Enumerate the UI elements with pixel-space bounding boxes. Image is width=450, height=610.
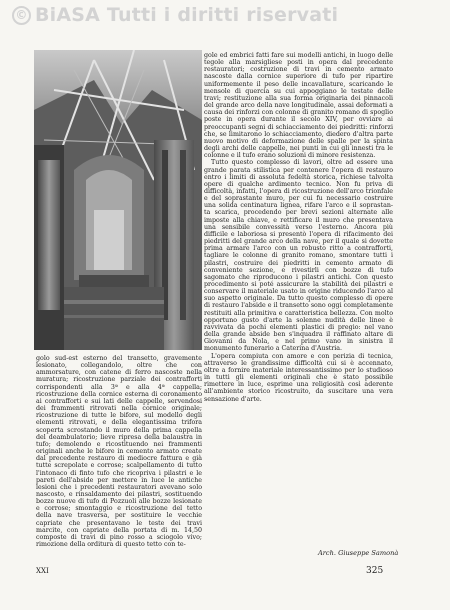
page-number: 325 (366, 566, 384, 576)
right-column-paragraph-3: L'opera compiuta con amore e con perizia di tecnica, attraverso le grandissime difficoltà cui si è accennato, oltre a fornire materiale interessantissimo per lo studioso in tutti gli elementi originali che è stato possibile rimettere in luce, esprime una religiosità così aderente all'ambiente storico ricostruito, da suscitare una vera sensazione d'arte. (204, 352, 393, 403)
left-column-paragraph-1: golo sud-est esterno del transetto, gravemente lesionato, collegandolo, oltre che con ammorsature, con catene di ferro nascoste nella muratura; ricostruzione parziale dei contrafforti corrispondenti alla 3ª e alla 4ª cappella; ricostruzione della cornice esterna di coronamento ai contrafforti e sui lati delle cappelle, servendosi dei frammenti ritrovati nella cornice originale; ricostruzione di tutte le bifore, sul modello degli elementi ritrovati, e della elegantissima trifora scoperta scrostando il muro della prima cappella del deambulatorio; lieve ripresa della balaustra in tufo; demolendo e ricostituendo nei frammenti originali anche le bifore in cemento armato create dal precedente restauro di mediocre fattura e già tutte screpolate e corrose; scalpellamento di tutto l'intonaco di finto tufo che ricopriva i pilastri e le pareti dell'abside per mettere in luce le antiche lesioni che i precedenti restauratori avevano solo nascosto, e rinsaldamento dei pilastri, sostituendo bozze nuove di tufo di Pozzuoli alle bozze lesionate e corrose; smontaggio e ricostruzione del tetto della nave trasversa, per sostituire le vecchie capriate che presentavano le teste dei travi marcite, con capriate della portata di m. 14,50 composte di travi di pino rosso a sciogolo vivo; rimozione della orditura di questo tetto con te- (36, 355, 202, 549)
signature-prefix: Arch. (318, 549, 336, 557)
right-column-paragraph-1: gole ed embrici fatti fare sui modelli antichi, in luogo delle tegole alla marsigliese posti in opera dal precedente restauratori; costruzione di travi in cemento armato nascoste dalla cornice superiore di tufo per ripartire uniformemente il peso delle incavallature, scaricando le mensole di quercia su cui appoggiano le testate delle travi; restituzione alla sua forma originaria dei pinnacoli del grande arco della nave longitudinale, assai deformati a causa dei rinforzi con colonne di granito romano di spoglio poste in opera durante il secolo XIV, per ovviare ai preoccupanti segni di schiacciamento dei piedritti: rinforzi che, se limitarono lo schiacciamento, diedero d'altra parte nuovo motivo di deformazione delle spalle per la spinta degli archi delle cappelle, nei punti in cui gli innesti tra le colonne e il tufo erano soluzioni di minore resistenza. (204, 52, 393, 160)
watermark-banner (12, 4, 442, 26)
folio-mark: XXI (36, 567, 49, 575)
church-interior-photo (34, 50, 202, 350)
signature-name: Giuseppe Samonà (338, 549, 399, 557)
right-text-column (204, 52, 393, 550)
right-column-paragraph-2: Tutto questo complesso di lavori, oltre ad essere una grande parata stilistica per contenere l'opera di restauro entro i limiti di assoluta fedeltà storica, richiese talvolta opere di qualche ardimento tecnico. Non fu priva di difficoltà, infatti, l'opera di ricostruzione dell'arco trionfale e del soprastante muro, per cui fu necessario costruire una solida centinatura lignea, rifare l'arco e il soprastan- ta scarica, procedendo per brevi sezioni alternate alle imposte alla chiave, e rettificare il muro che presentava una sensibile convessità verso l'esterno. Ancora più difficile e laboriosa si presentò l'opera di rifacimento dei piedritti del grande arco della nave, per il quale si dovette prima armare l'arco con un robusto ritto a contrafforti, tagliare le colonne di granito romano, smontare tutti i pilastri, costruire dei piedritti in cemento armato di conveniente sezione, e rivestirli con bozze di tufo sagomato che riproducono i pilastri antichi. Con questo procedimento si poté assicurare la stabilità dei pilastri e conservare il materiale usato in origine riducendo l'arco al suo aspetto originale. Da tutto questo complesso di opere di restauro l'abside e il transetto sono oggi completamente restituiti alla primitiva e caratteristica bellezza. Con molto opportuno gusto d'arte la solenne nudità delle linee è ravvivata da pochi elementi plastici di pregio: nel vano della grande abside ben s'inquadra il raffinato altare di Giovanni da Nola, e nel primo vano in sinistra il monumento funerario a Caterina d'Austria. (204, 159, 393, 353)
left-text-column (36, 355, 202, 555)
watermark-text: BiASA Tutti i diritti riservati (35, 4, 339, 26)
copyright-icon: © (12, 6, 31, 25)
church-interior-illustration (34, 50, 202, 350)
author-signature (318, 549, 398, 557)
